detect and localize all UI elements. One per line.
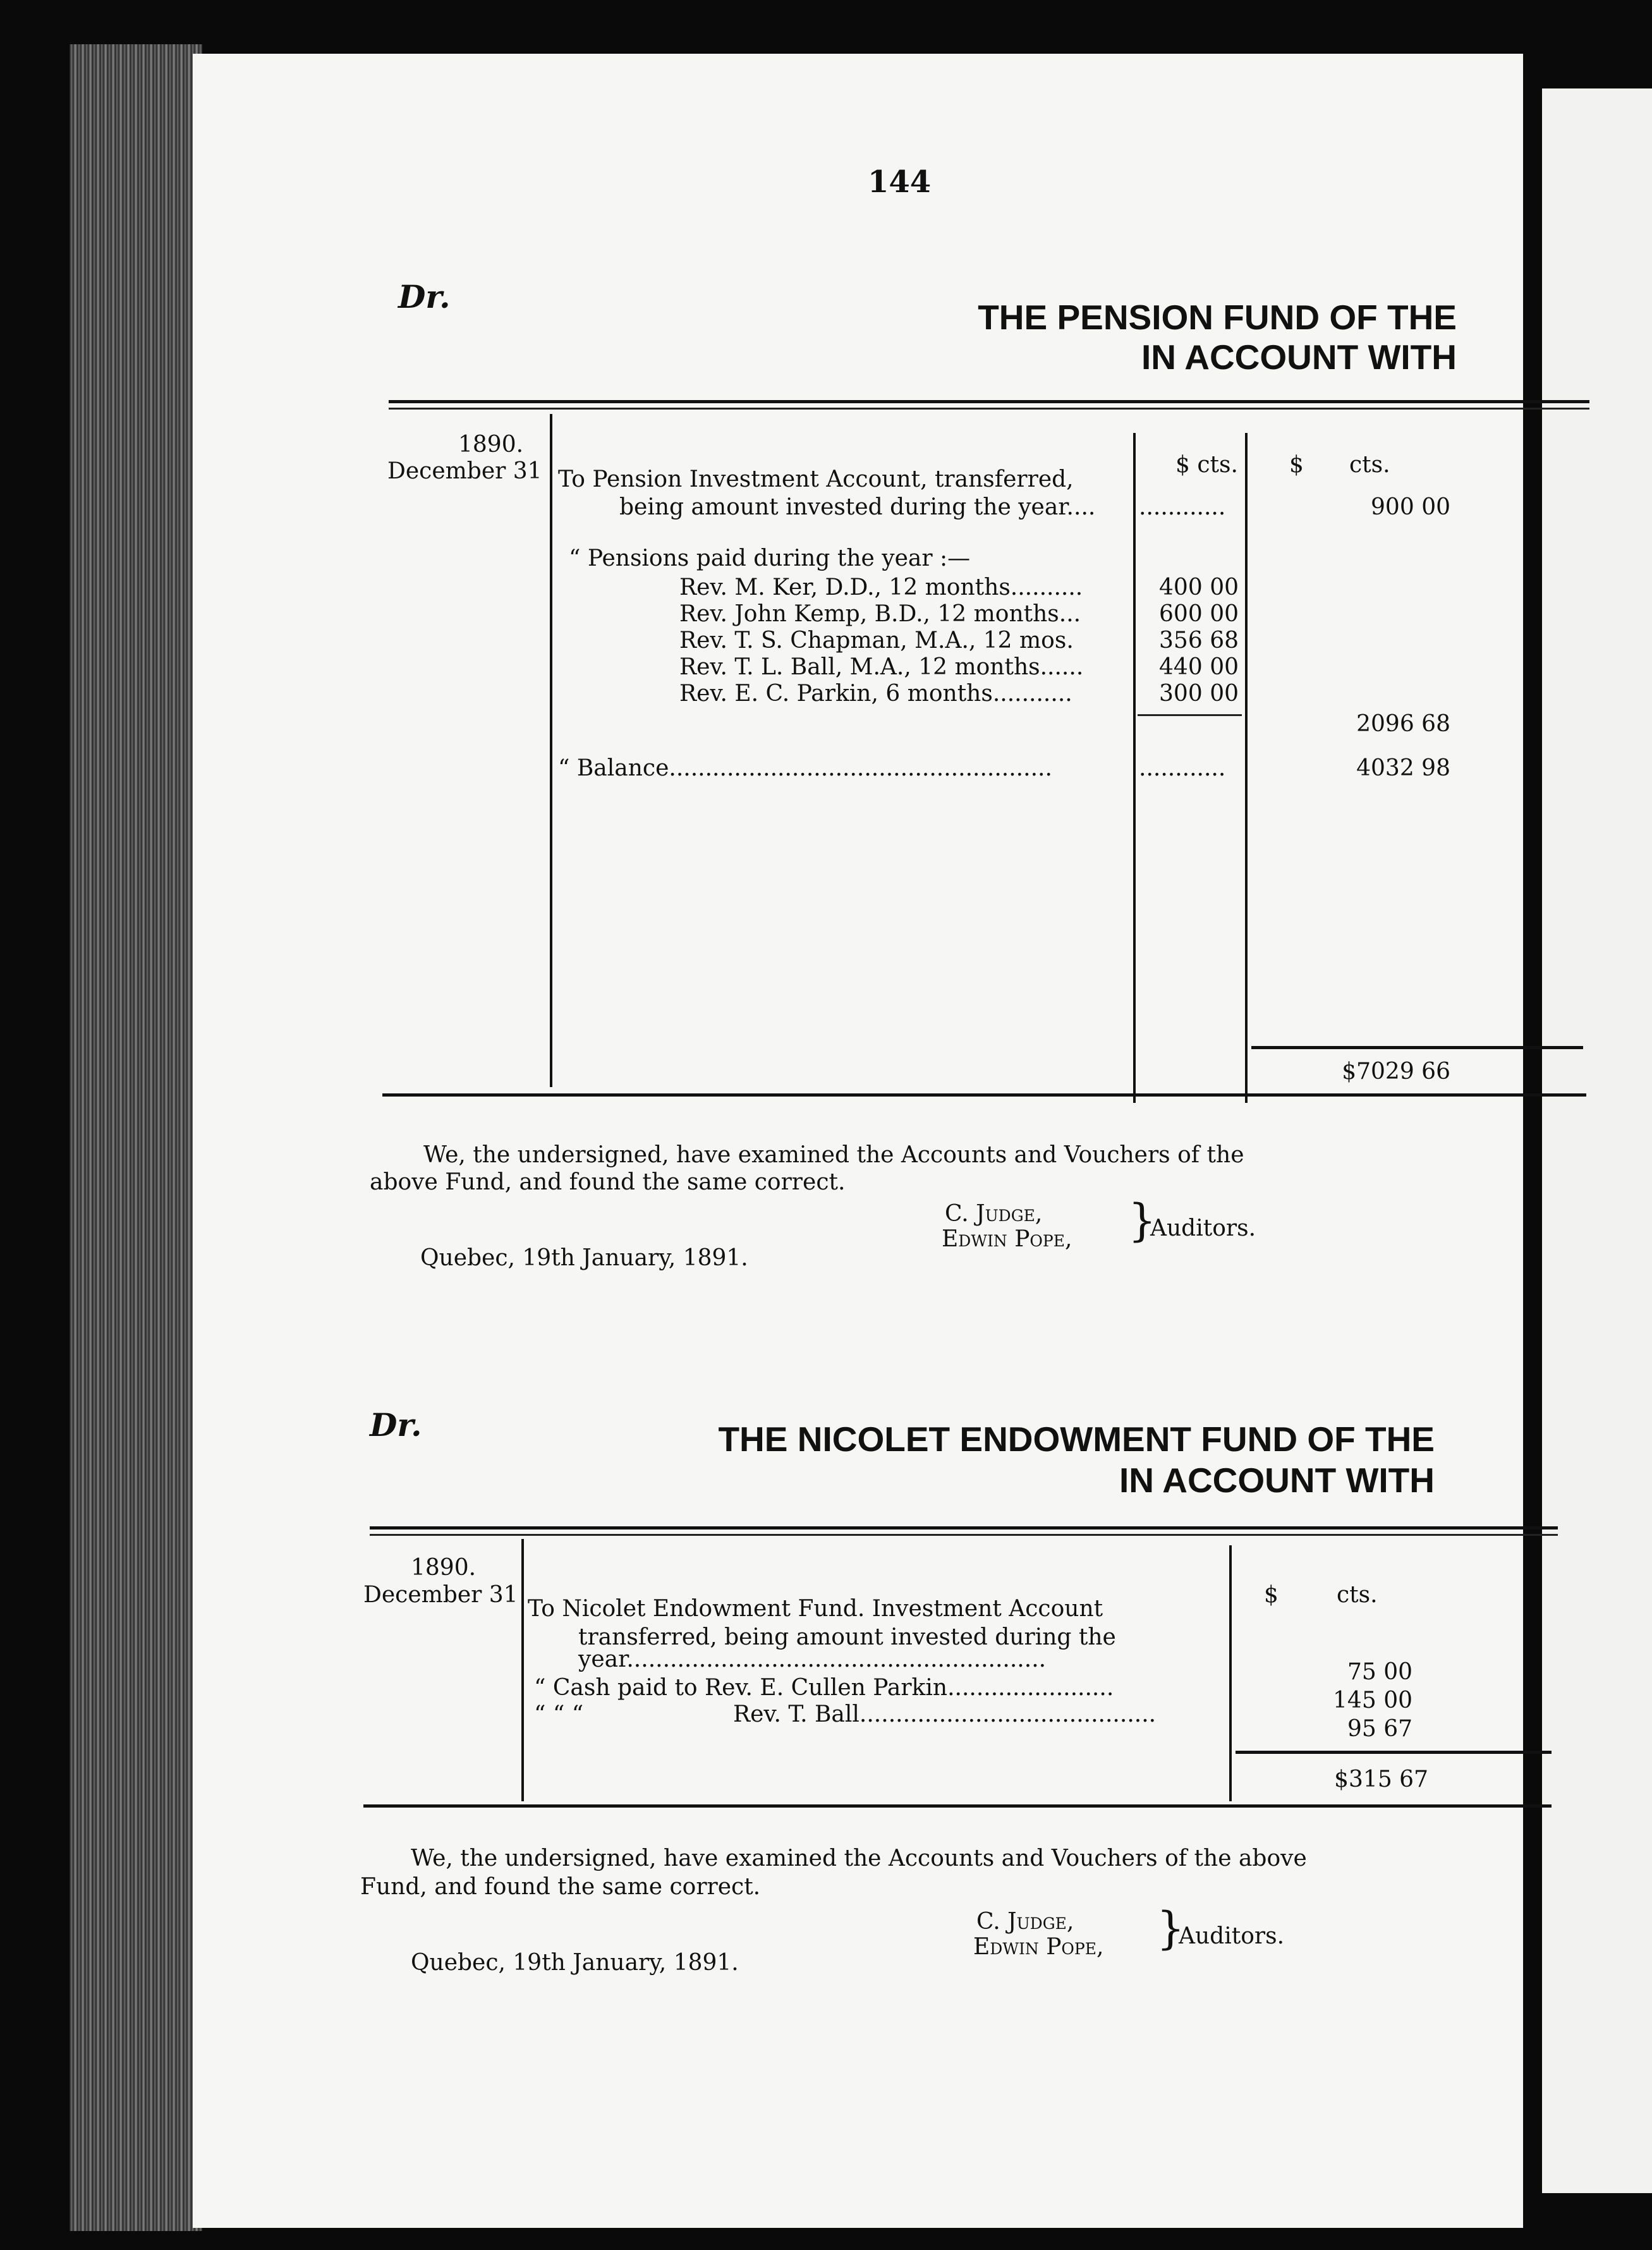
nicolet-auditors-brace: } <box>1157 1902 1185 1954</box>
nicolet-statement-line2: Fund, and found the same correct. <box>360 1874 761 1900</box>
pension-top-rule-thin <box>389 408 1589 410</box>
pension-statement-line1: We, the undersigned, have examined the Accounts and Vouchers of the <box>423 1142 1244 1168</box>
book-page <box>193 54 1523 2228</box>
nicolet-entry3-ditto: “ “ “ <box>534 1701 584 1727</box>
nicolet-entry1-line1: To Nicolet Endowment Fund. Investment Account <box>528 1596 1103 1622</box>
pension-col2-divider <box>1245 433 1248 1103</box>
pension-year: 1890. <box>458 432 524 458</box>
nicolet-year: 1890. <box>411 1555 477 1581</box>
page-number: 144 <box>868 164 932 200</box>
pension-auditors-label: Auditors. <box>1150 1215 1256 1241</box>
pension-col1-divider <box>1133 433 1136 1103</box>
nicolet-amount-divider <box>1229 1545 1232 1801</box>
pension-auditor-1: C. Judge, <box>945 1201 1043 1227</box>
nicolet-entry1-amount: 75 00 <box>1347 1659 1412 1685</box>
pension-dr-label: Dr. <box>398 278 451 315</box>
nicolet-auditors-label: Auditors. <box>1179 1923 1285 1949</box>
nicolet-statement-line1: We, the undersigned, have examined the Accounts and Vouchers of the above <box>411 1846 1307 1871</box>
nicolet-total-rule <box>1236 1751 1552 1754</box>
nicolet-entry2-amount: 145 00 <box>1333 1688 1412 1713</box>
pension-row-amount: 400 00 <box>1159 575 1239 600</box>
pensions-heading: “ Pensions paid during the year :— <box>569 545 971 571</box>
pension-row-amount: 440 00 <box>1159 654 1239 680</box>
pension-row-amount: 356 68 <box>1159 628 1239 654</box>
pension-balance-amount: 4032 98 <box>1356 755 1450 781</box>
nicolet-title-line1: THE NICOLET ENDOWMENT FUND OF THE <box>718 1420 1435 1459</box>
pension-grand-total: $7029 66 <box>1342 1059 1450 1085</box>
pension-entry1-line2: being amount invested during the year.... <box>619 494 1096 520</box>
nicolet-top-rule-thin <box>370 1534 1558 1536</box>
nicolet-bottom-rule <box>363 1804 1552 1808</box>
pension-bottom-rule <box>382 1093 1586 1097</box>
pension-statement-line2: above Fund, and found the same correct. <box>370 1169 846 1195</box>
pension-row: Rev. T. S. Chapman, M.A., 12 mos. <box>679 628 1074 654</box>
nicolet-title-line2: IN ACCOUNT WITH <box>1119 1461 1435 1500</box>
nicolet-top-rule <box>370 1526 1558 1529</box>
pension-total-rule <box>1251 1046 1583 1049</box>
nicolet-date-divider <box>521 1539 524 1801</box>
pension-title-line2: IN ACCOUNT WITH <box>1141 338 1457 377</box>
pension-place-date: Quebec, 19th January, 1891. <box>420 1245 748 1271</box>
nicolet-auditor-2: Edwin Pope, <box>973 1934 1104 1960</box>
adjacent-page-edge <box>1542 88 1652 2193</box>
pension-entry1-dots: ............ <box>1139 494 1226 520</box>
nicolet-header-dollar: $ <box>1264 1582 1278 1608</box>
nicolet-entry1-line2: transferred, being amount invested during the <box>578 1624 1116 1650</box>
pension-balance-dots: ............ <box>1139 755 1226 781</box>
nicolet-entry2-label: “ Cash paid to Rev. E. Cullen Parkin....................... <box>534 1675 1114 1701</box>
pension-date: December 31 <box>387 458 542 484</box>
nicolet-entry1-line3: year.......................................................... <box>578 1646 1047 1672</box>
pension-title-line1: THE PENSION FUND OF THE <box>978 298 1457 337</box>
nicolet-header-cts: cts. <box>1337 1582 1378 1608</box>
pension-date-divider <box>550 414 552 1087</box>
pension-balance-label: “ Balance..................................................... <box>558 755 1052 781</box>
pension-col2-header-dollar: $ <box>1289 452 1304 478</box>
pension-row: Rev. T. L. Ball, M.A., 12 months...... <box>679 654 1084 680</box>
nicolet-date: December 31 <box>363 1582 518 1608</box>
pension-row: Rev. John Kemp, B.D., 12 months... <box>679 601 1081 627</box>
pension-row: Rev. E. C. Parkin, 6 months........... <box>679 681 1072 707</box>
pension-col1-header: $ cts. <box>1175 452 1238 478</box>
pension-subtotal-rule <box>1138 714 1242 716</box>
nicolet-entry3-label: Rev. T. Ball......................................... <box>733 1701 1157 1727</box>
nicolet-place-date: Quebec, 19th January, 1891. <box>411 1950 739 1976</box>
pension-col2-header-cts: cts. <box>1349 452 1390 478</box>
pension-row: Rev. M. Ker, D.D., 12 months.......... <box>679 575 1083 600</box>
pension-row-amount: 600 00 <box>1159 601 1239 627</box>
pension-auditors-brace: } <box>1128 1195 1157 1246</box>
nicolet-total: $315 67 <box>1334 1767 1428 1792</box>
nicolet-entry3-amount: 95 67 <box>1347 1716 1412 1742</box>
pension-top-rule <box>389 400 1589 403</box>
pension-entry1-line1: To Pension Investment Account, transferred, <box>558 466 1074 492</box>
pension-entry1-amount: 900 00 <box>1371 494 1450 520</box>
book-binding <box>70 44 202 2231</box>
nicolet-dr-label: Dr. <box>370 1406 422 1444</box>
pension-auditor-2: Edwin Pope, <box>942 1226 1072 1252</box>
pension-row-amount: 300 00 <box>1159 681 1239 707</box>
pensions-total: 2096 68 <box>1356 711 1450 737</box>
nicolet-auditor-1: C. Judge, <box>976 1909 1074 1935</box>
